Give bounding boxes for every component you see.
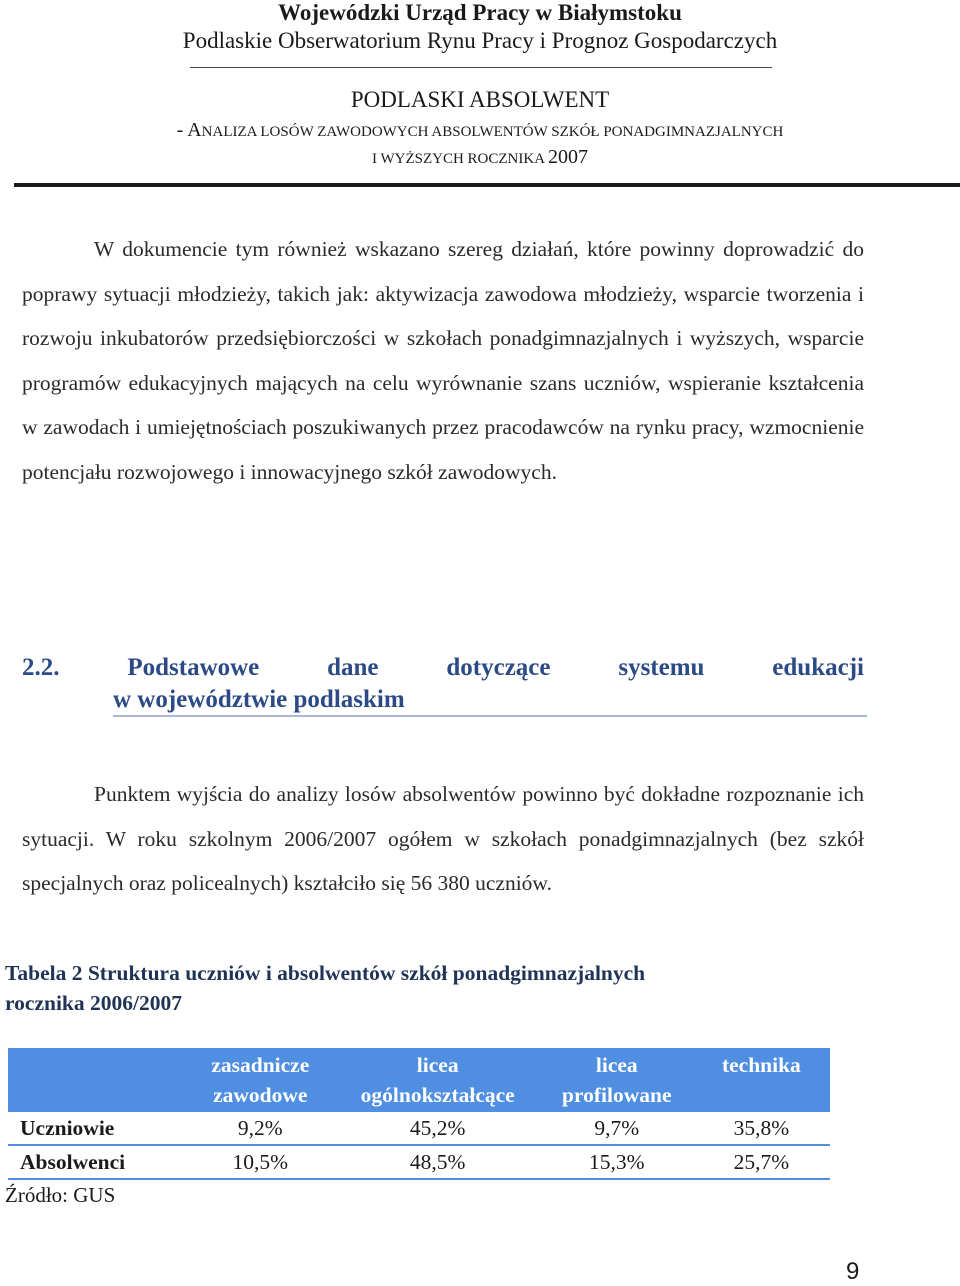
report-subtitle-rest: NALIZA LOSÓW ZAWODOWYCH ABSOLWENTÓW SZKÓŁ PONADGIMNAZJALNYCH <box>201 124 784 140</box>
report-subtitle-line1 <box>0 119 960 143</box>
section-heading <box>22 652 864 716</box>
table-caption <box>5 958 905 1018</box>
section-word-2: dane <box>327 654 379 681</box>
table-caption-line1: Tabela 2 Struktura uczniów i absolwentów szkół ponadgimnazjalnych <box>5 961 646 985</box>
table-header-cell <box>8 1048 186 1111</box>
table-row <box>8 1111 830 1145</box>
education-structure-table <box>8 1048 830 1180</box>
table-cell: 9,7% <box>541 1111 693 1145</box>
body-paragraph-2: Punktem wyjścia do analizy losów absolwentów powinno być dokładne rozpoznanie ich sytuacji. W roku szkolnym 2006/2007 ogółem w szkołach ponadgimnazjalnych (bez szkół specjalnych oraz policealnych) kształciło się 56 380 uczniów. <box>22 782 864 895</box>
table-header-cell: licea profilowane <box>562 1053 672 1107</box>
table-source: Źródło: GUS <box>5 1183 116 1207</box>
organization-name: Wojewódzki Urząd Pracy w Białymstoku <box>278 0 682 25</box>
report-subtitle-line2 <box>0 146 960 170</box>
body-paragraph-1: W dokumencie tym również wskazano szereg działań, które powinny doprowadzić do poprawy sytuacji młodzieży, takich jak: aktywizacja zawodowa młodzieży, wsparcie tworzenia i rozwoju inkubatorów przedsiębiorczości w szkołach ponadgimnazjalnych i wyższych, wsparcie programów edukacyjnych mających na celu wyrównanie szans uczniów, wspieranie kształcenia w zawodach i umiejętnościach poszukiwanych przez pracodawców na rynku pracy, wzmocnienie potencjału rozwojowego i innowacyjnego szkół zawodowych. <box>22 237 864 484</box>
table-cell: 15,3% <box>541 1145 693 1179</box>
section-heading-line2: w województwie podlaskim <box>113 686 405 713</box>
table-header-cell: licea ogólnokształcące <box>360 1053 515 1107</box>
table-caption-line2: rocznika 2006/2007 <box>5 991 182 1015</box>
section-number: 2.2. <box>22 654 60 681</box>
table-cell: 25,7% <box>693 1145 830 1179</box>
organization-subtitle: Podlaskie Obserwatorium Rynu Pracy i Prognoz Gospodarczych <box>182 28 778 53</box>
report-subtitle-text: I WYŻSZYCH ROCZNIKA <box>372 151 548 167</box>
page-number: 9 <box>846 1258 860 1285</box>
table-row-label: Uczniowie <box>8 1111 186 1145</box>
report-subtitle-prefix: - A <box>176 119 202 141</box>
table-header-row <box>8 1048 830 1111</box>
table-cell: 10,5% <box>186 1145 335 1179</box>
data-table-container <box>8 1048 830 1180</box>
table-cell: 9,2% <box>186 1111 335 1145</box>
table-row-label: Absolwenci <box>8 1145 186 1179</box>
section-word-3: dotyczące <box>446 654 551 681</box>
table-cell: 45,2% <box>335 1111 541 1145</box>
report-subtitle-year: 2007 <box>547 146 588 168</box>
table-row <box>8 1145 830 1179</box>
section-word-5: edukacji <box>772 654 864 681</box>
report-title: PODLASKI ABSOLWENT <box>350 87 610 112</box>
section-heading-underline <box>113 715 867 717</box>
table-cell: 35,8% <box>693 1111 830 1145</box>
table-cell: 48,5% <box>335 1145 541 1179</box>
table-header-cell: zasadnicze zawodowe <box>211 1053 310 1107</box>
header-divider <box>190 67 772 68</box>
section-word-4: systemu <box>618 654 705 681</box>
header-thick-rule <box>14 183 960 187</box>
section-word-1: Podstawowe <box>127 654 260 681</box>
table-header-cell: technika <box>721 1053 801 1077</box>
